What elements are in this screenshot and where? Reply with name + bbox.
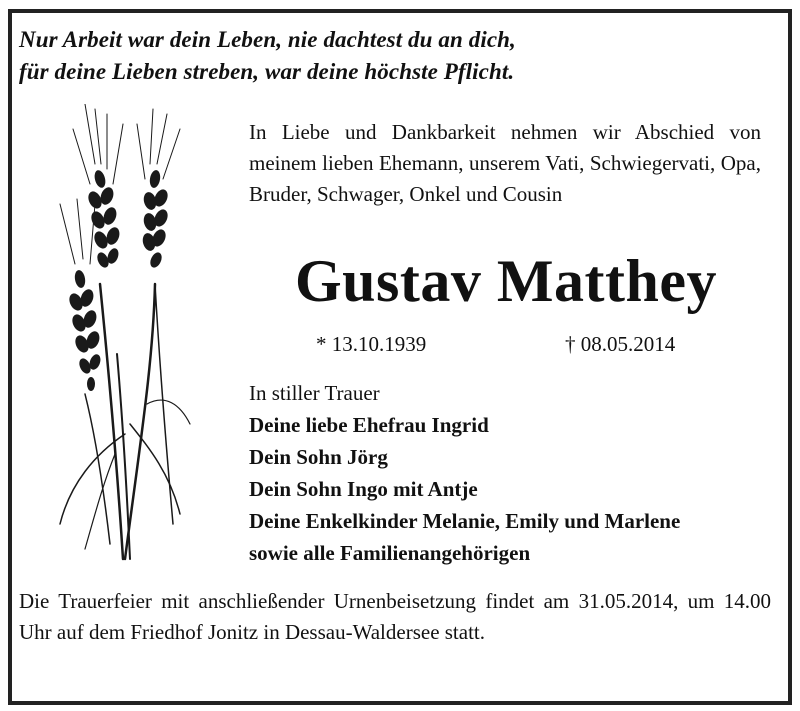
wheat-ears-icon [55,104,215,564]
death-date: † 08.05.2014 [565,332,676,356]
mourners-block [249,377,779,569]
mourner-line: Dein Sohn Ingo mit Antje [249,477,478,501]
motto-line-2: für deine Lieben streben, war deine höchste Pflicht. [19,59,515,84]
farewell-intro: In Liebe und Dankbarkeit nehmen wir Abschied von meinem lieben Ehemann, unserem Vati, Schwiegervati, Opa, Bruder, Schwager, Onkel und Cousin [249,120,761,206]
birth-date: * 13.10.1939 [316,332,427,356]
funeral-notice: Die Trauerfeier mit anschließender Urnenbeisetzung findet am 31.05.2014, um 14.00 Uhr auf dem Friedhof Jonitz in Dessau-Waldersee statt. [19,589,771,644]
mourner-line: Deine liebe Ehefrau Ingrid [249,413,489,437]
motto-line-1: Nur Arbeit war dein Leben, nie dachtest du an dich, [19,27,516,52]
mourner-line: Dein Sohn Jörg [249,445,388,469]
mourner-line: Deine Enkelkinder Melanie, Emily und Marlene [249,509,681,533]
deceased-name: Gustav Matthey [295,248,717,314]
mourning-lead: In stiller Trauer [249,381,380,405]
mourner-line: sowie alle Familienangehörigen [249,541,531,565]
motto-verse [19,24,759,88]
